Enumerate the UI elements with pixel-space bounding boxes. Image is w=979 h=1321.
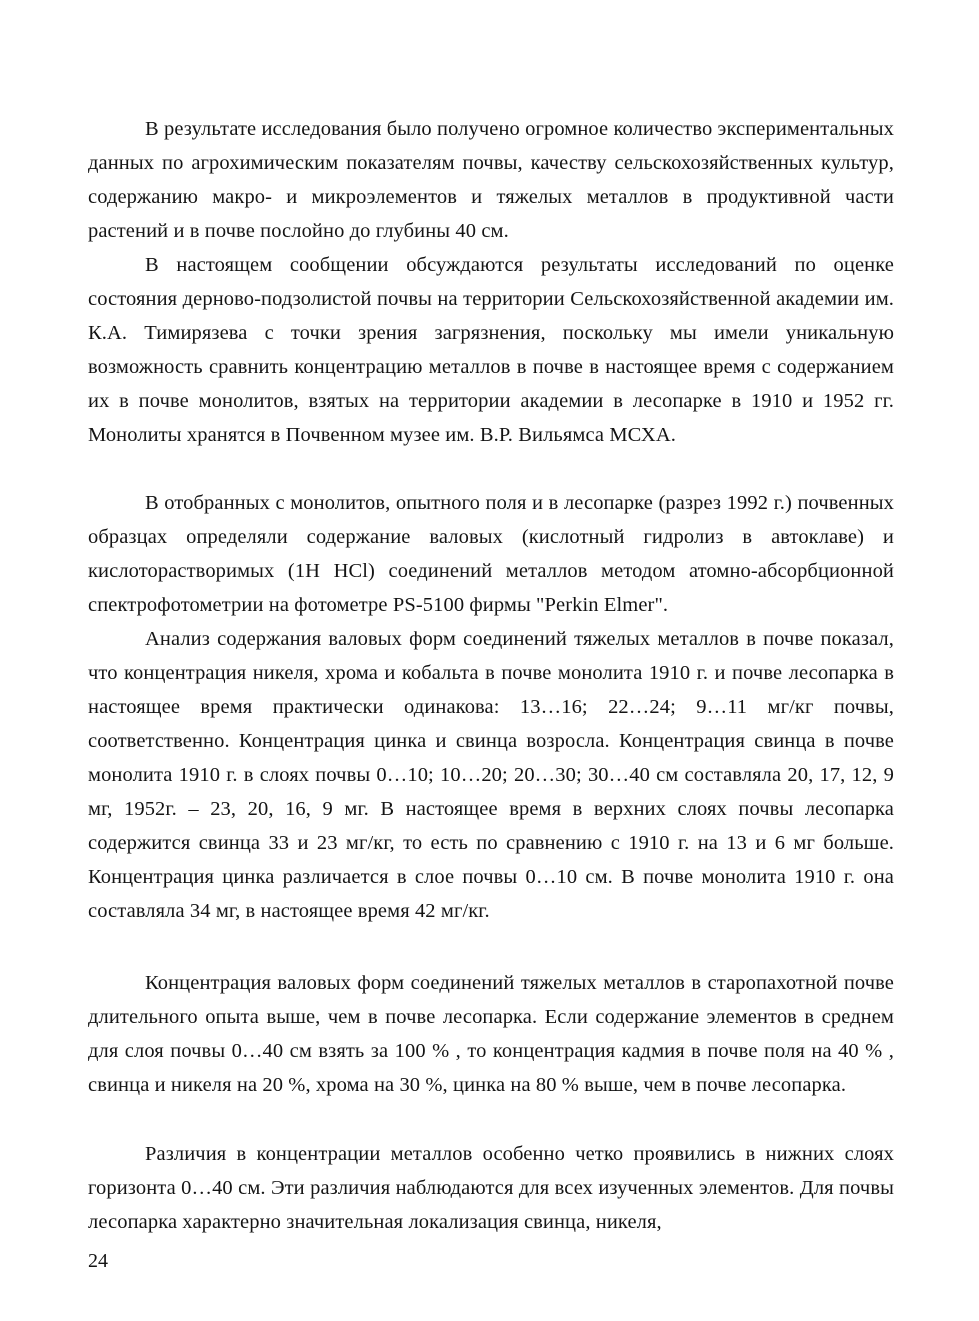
- paragraph-methods: В отобранных с монолитов, опытного поля и в лесопарке (разрез 1992 г.) почвенных образцах определяли содержание валовых (кислотный гидролиз в автоклаве) и кислоторастворимых (1Н НСl) соединений металлов методом атомно-абсорбционной спектрофотометрии на фотометре PS-5100 фирмы "Perkin Elmer".: [88, 492, 894, 616]
- page-number: 24: [88, 1250, 108, 1272]
- paragraph-study-scope: В настоящем сообщении обсуждаются результаты исследований по оценке состояния дерново-подзолистой почвы на территории Сельскохозяйственной академии им. К.А. Тимирязева с точки зрения загрязнения, поскольку мы имели уникальную возможность сравнить концентрацию металлов в почве в настоящее время с содержанием их в почве монолитов, взятых на территории академии в лесопарке в 1910 и 1952 гг. Монолиты хранятся в Почвенном музее им. В.Р. Вильямса МСХА.: [88, 254, 894, 446]
- paragraph-heavy-metals-analysis: Анализ содержания валовых форм соединений тяжелых металлов в почве показал, что концентрация никеля, хрома и кобальта в почве монолита 1910 г. и почве лесопарка в настоящее время практически одинакова: 13…16; 22…24; 9…11 мг/кг почвы, соответственно. Концентрация цинка и свинца возросла. Концентрация свинца в почве монолита 1910 г. в слоях почвы 0…10; 10…20; 20…30; 30…40 см составляла 20, 17, 12, 9 мг, 1952г. – 23, 20, 16, 9 мг. В настоящее время в верхних слоях почвы лесопарка содержится свинца 33 и 23 мг/кг, то есть по сравнению с 1910 г. на 13 и 6 мг больше. Концентрация цинка различается в слое почвы 0…10 см. В почве монолита 1910 г. она составляла 34 мг, в настоящее время 42 мг/кг.: [88, 628, 894, 922]
- paragraph-old-arable-soil: Концентрация валовых форм соединений тяжелых металлов в старопахотной почве длительного опыта выше, чем в почве лесопарка. Если содержание элементов в среднем для слоя почвы 0…40 см взять за 100 % , то концентрация кадмия в почве поля на 40 % , свинца и никеля на 20 %, хрома на 30 %, цинка на 80 % выше, чем в почве лесопарка.: [88, 972, 894, 1096]
- paragraph-results-overview: В результате исследования было получено огромное количество экспериментальных данных по агрохимическим показателям почвы, качеству сельскохозяйственных культур, содержанию макро- и микроэлементов и тяжелых металлов в продуктивной части растений и в почве послойно до глубины 40 см.: [88, 118, 894, 242]
- paragraph-lower-layers: Различия в концентрации металлов особенно четко проявились в нижних слоях горизонта 0…40 см. Эти различия наблюдаются для всех изученных элементов. Для почвы лесопарка характерно значительная локализация свинца, никеля,: [88, 1143, 894, 1233]
